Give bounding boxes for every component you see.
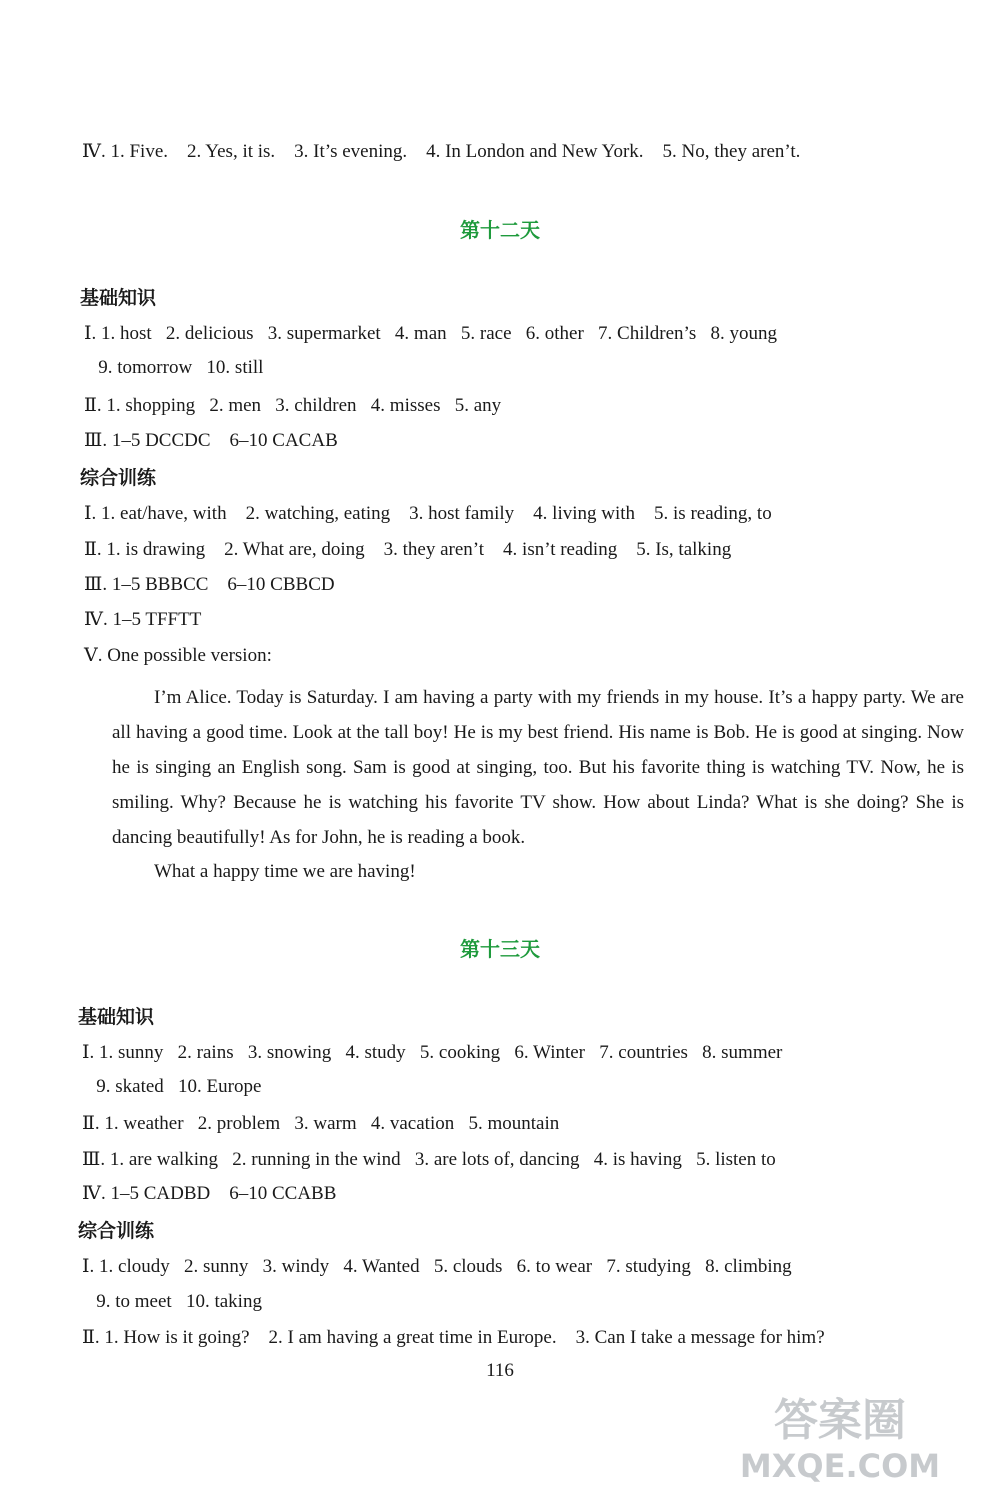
answer-line: Ⅲ. 1–5 BBBCC 6–10 CBBCD xyxy=(84,574,335,595)
answer-line: Ⅱ. 1. is drawing 2. What are, doing 3. they aren’t 4. isn’t reading 5. Is, talking xyxy=(84,539,732,560)
answer-line: Ⅱ. 1. shopping 2. men 3. children 4. misses 5. any xyxy=(84,395,502,416)
answer-line: Ⅰ. 1. sunny 2. rains 3. snowing 4. study 5. cooking 6. Winter 7. countries 8. summer xyxy=(82,1042,783,1063)
answer-line: Ⅲ. 1–5 DCCDC 6–10 CACAB xyxy=(84,430,338,451)
subsection-comprehensive-training: 综合训练 xyxy=(80,467,157,489)
subsection-basic-knowledge: 基础知识 xyxy=(78,1006,155,1028)
watermark-logo xyxy=(690,1385,990,1485)
answer-line: Ⅱ. 1. weather 2. problem 3. warm 4. vacation 5. mountain xyxy=(82,1113,560,1134)
sample-essay-closing: What a happy time we are having! xyxy=(154,861,416,882)
day11-answers-line: Ⅳ. 1. Five. 2. Yes, it is. 3. It’s evening. 4. In London and New York. 5. No, they aren’t. xyxy=(82,141,801,162)
answer-line: Ⅱ. 1. How is it going? 2. I am having a great time in Europe. 3. Can I take a message for him? xyxy=(82,1327,825,1348)
sample-essay: I’m Alice. Today is Saturday. I am having a party with my friends in my house. It’s a happy party. We are all having a good time. Look at the tall boy! He is my best friend. His name is Bob. He is good at singing. Now he is singing an English song. Sam is good at singing, too. But his favorite thing is watching TV. Now, he is smiling. Why? Because he is watching his favorite TV show. How about Linda? What is she doing? She is dancing beautifully! As for John, he is reading a book. xyxy=(112,687,964,848)
answer-line: 9. to meet 10. taking xyxy=(82,1291,262,1312)
section-heading-day12: 第十二天 xyxy=(460,218,540,242)
subsection-comprehensive-training: 综合训练 xyxy=(78,1220,155,1242)
answer-line: 9. tomorrow 10. still xyxy=(84,357,264,378)
answer-line: Ⅲ. 1. are walking 2. running in the wind 3. are lots of, dancing 4. is having 5. listen to xyxy=(82,1149,776,1170)
subsection-basic-knowledge: 基础知识 xyxy=(80,287,157,309)
answer-line: 9. skated 10. Europe xyxy=(82,1076,262,1097)
answer-line: Ⅴ. One possible version: xyxy=(84,645,272,666)
answer-line: Ⅰ. 1. host 2. delicious 3. supermarket 4. man 5. race 6. other 7. Children’s 8. young xyxy=(84,323,777,344)
section-heading-day13: 第十三天 xyxy=(460,937,540,961)
answer-line: Ⅰ. 1. cloudy 2. sunny 3. windy 4. Wanted 5. clouds 6. to wear 7. studying 8. climbing xyxy=(82,1256,792,1277)
answer-line: Ⅳ. 1–5 TFFTT xyxy=(84,609,202,630)
watermark-url: MXQE.COM xyxy=(739,1447,941,1485)
answer-line: Ⅳ. 1–5 CADBD 6–10 CCABB xyxy=(82,1183,337,1204)
watermark-brand: 答案圈 xyxy=(774,1395,906,1446)
answer-line: Ⅰ. 1. eat/have, with 2. watching, eating 3. host family 4. living with 5. is reading, to xyxy=(84,503,772,524)
page-number: 116 xyxy=(486,1360,514,1381)
